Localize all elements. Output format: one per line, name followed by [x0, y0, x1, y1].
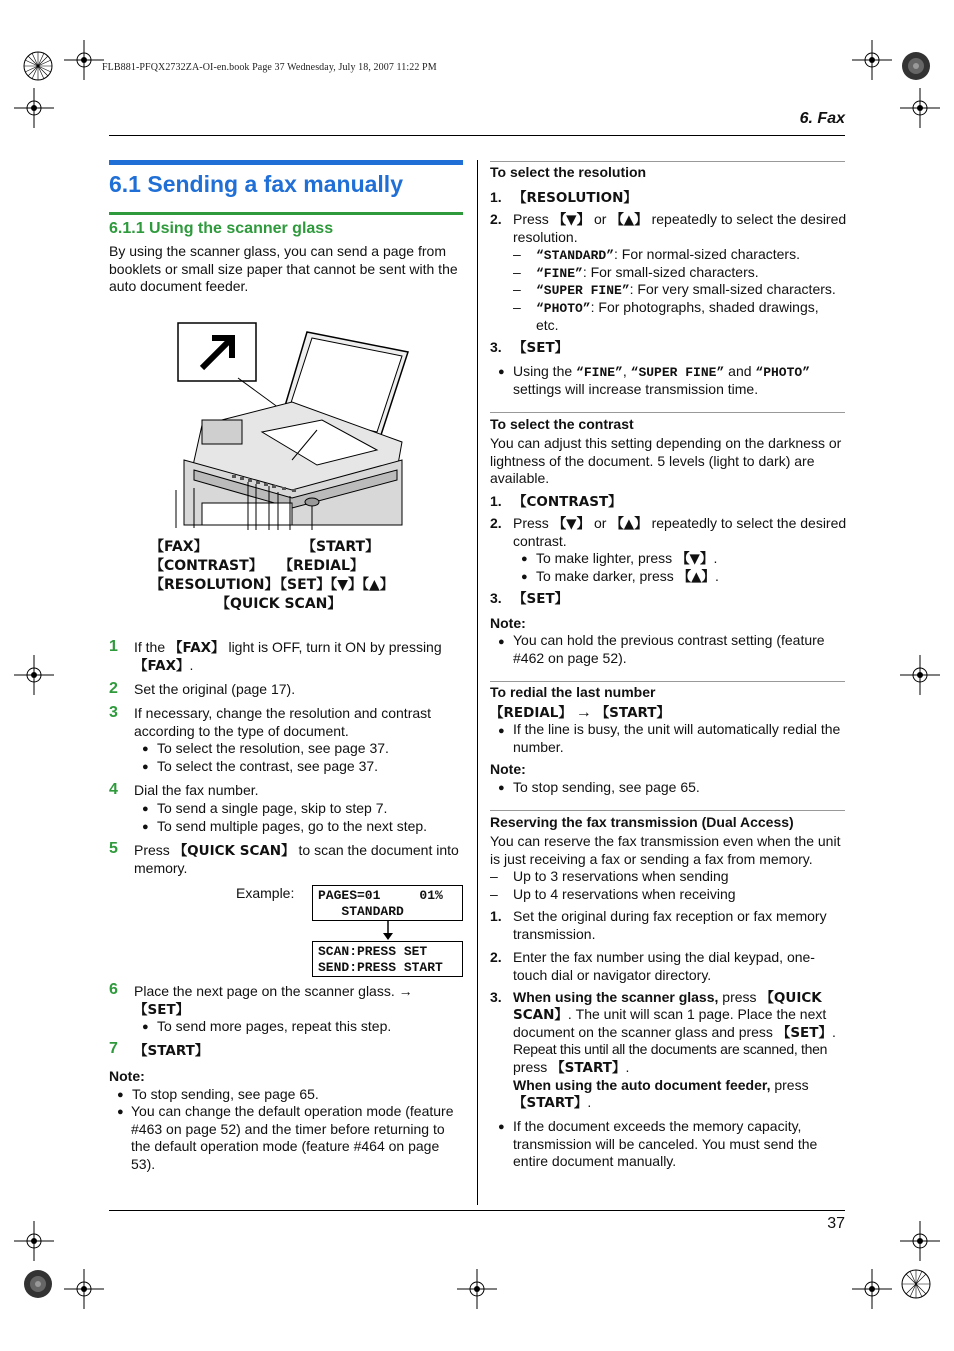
example-label: Example: — [236, 885, 295, 901]
bullet: ● — [142, 743, 149, 755]
contrast-note: You can hold the previous contrast setting (feature #462 on page 52). — [513, 632, 825, 666]
step-4-text: Dial the fax number. — [134, 782, 259, 798]
title-bar — [109, 160, 463, 165]
resolution-step-2: Press 【▼】 or 【▲】 repeatedly to select the desired — [513, 211, 847, 228]
dash: – — [513, 299, 521, 315]
step-number: 3. — [490, 339, 502, 355]
crosshair-mark-bottom-center — [457, 1269, 497, 1309]
step-number: 5 — [109, 840, 118, 857]
label-resolution-key: 【RESOLUTION】 — [150, 577, 279, 593]
resolution-bullet-cont: settings will increase transmission time. — [513, 381, 759, 397]
intro-paragraph: By using the scanner glass, you can send a page from booklets or small size paper that cannot be sent with the auto document feeder. — [109, 243, 458, 294]
step-number: 2 — [109, 680, 118, 697]
label-start-key: 【START】 — [302, 539, 380, 555]
bullet: ● — [498, 782, 505, 794]
contrast-bullet: To make lighter, press 【▼】. — [536, 550, 718, 567]
dash: – — [513, 246, 521, 262]
bullet: ● — [142, 821, 149, 833]
step-3-bullet: To select the resolution, see page 37. — [157, 740, 389, 756]
note-label: Note: — [490, 615, 526, 631]
step-3-bullet: To select the contrast, see page 37. — [157, 758, 379, 774]
bullet: ● — [142, 803, 149, 815]
label-fax-key: 【FAX】 — [150, 539, 208, 555]
bullet: ● — [117, 1089, 124, 1101]
redial-heading: To redial the last number — [490, 684, 656, 700]
divider-rule — [490, 412, 845, 413]
step-number: 2. — [490, 515, 502, 531]
label-redial-key: 【REDIAL】 — [279, 558, 364, 574]
reserve-step-3-line7: 【START】. — [513, 1094, 592, 1111]
crosshair-mark-right-middle — [900, 655, 940, 695]
step-number: 3. — [490, 590, 502, 606]
bullet: ● — [521, 553, 528, 565]
reserve-step-1: Set the original during fax reception or fax memory transmission. — [513, 908, 827, 942]
step-6-key: 【SET】 — [134, 1002, 190, 1018]
subtitle-bar — [109, 212, 463, 215]
step-2-text: Set the original (page 17). — [134, 681, 296, 697]
section-label: 6. Fax — [799, 110, 845, 127]
resolution-option: “STANDARD”: For normal-sized characters. — [536, 246, 800, 263]
resolution-option: “PHOTO”: For photographs, shaded drawings, — [536, 299, 819, 316]
resolution-step-1: 【RESOLUTION】 — [513, 190, 637, 206]
redial-bullet: If the line is busy, the unit will automatically redial the number. — [513, 721, 841, 755]
contrast-heading: To select the contrast — [490, 416, 634, 432]
redial-keys: 【REDIAL】 → 【START】 — [490, 704, 671, 721]
reserve-step-3-line5: press 【START】. — [513, 1059, 630, 1076]
crosshair-mark-top-right — [852, 40, 892, 80]
crosshair-mark-bottom-left — [64, 1269, 104, 1309]
registration-mark-top-left — [18, 46, 58, 86]
contrast-step-3: 【SET】 — [513, 591, 569, 607]
bullet: ● — [142, 1021, 149, 1033]
crosshair-mark-bottom-right — [852, 1269, 892, 1309]
note-label: Note: — [490, 761, 526, 777]
crosshair-mark-left-middle — [14, 655, 54, 695]
resolution-bullet: Using the “FINE”, “SUPER FINE” and “PHOTO” — [513, 363, 811, 380]
resolution-step-2-cont: resolution. — [513, 229, 578, 245]
resolution-step-3: 【SET】 — [513, 340, 569, 356]
step-5-text: Press 【QUICK SCAN】 to scan the document into — [134, 842, 459, 859]
reserve-step-3-line4: Repeat this until all the documents are scanned, then — [513, 1041, 828, 1057]
resolution-heading: To select the resolution — [490, 164, 647, 180]
column-divider — [477, 160, 478, 1205]
step-5-text-cont: memory. — [134, 860, 188, 876]
step-number: 1. — [490, 908, 502, 924]
page-number: 37 — [827, 1215, 845, 1232]
lcd-display-scanning: PAGES=01 01% STANDARD — [312, 885, 463, 921]
step-number: 1. — [490, 189, 502, 205]
header-rule — [109, 135, 845, 136]
page-title: 6.1 Sending a fax manually — [109, 171, 403, 197]
reserve-step-3-line2: SCAN】. The unit will scan 1 page. Place the next — [513, 1006, 827, 1023]
step-number: 7 — [109, 1040, 118, 1057]
label-contrast-key: 【CONTRAST】 — [150, 558, 263, 574]
subsection-title: 6.1.1 Using the scanner glass — [109, 220, 334, 237]
step-number: 4 — [109, 781, 118, 798]
resolution-option-cont: etc. — [536, 317, 559, 333]
divider-rule — [490, 161, 845, 162]
registration-mark-bottom-right — [896, 1264, 936, 1304]
reserve-heading: Reserving the fax transmission (Dual Access) — [490, 814, 794, 830]
step-6-bullet: To send more pages, repeat this step. — [157, 1018, 392, 1034]
step-number: 6 — [109, 981, 118, 998]
footer-rule — [109, 1210, 845, 1211]
step-number: 1 — [109, 638, 118, 655]
contrast-step-2-cont: contrast. — [513, 533, 567, 549]
dash: – — [490, 886, 498, 902]
note-label: Note: — [109, 1068, 145, 1084]
reserve-step-3-line1: When using the scanner glass, press 【QUICK — [513, 989, 822, 1006]
step-3-text: If necessary, change the resolution and contrast according to the type of document. — [134, 705, 432, 739]
bullet: ● — [498, 725, 505, 737]
step-number: 3. — [490, 989, 502, 1005]
step-6-text: Place the next page on the scanner glass. → — [134, 983, 413, 999]
contrast-bullet: To make darker, press 【▲】. — [536, 568, 719, 585]
divider-rule — [490, 810, 845, 811]
lcd-display-prompt: SCAN:PRESS SET SEND:PRESS START — [312, 941, 463, 977]
note-item: To stop sending, see page 65. — [132, 1086, 319, 1102]
dash: – — [490, 868, 498, 884]
reserve-bullet: If the document exceeds the memory capacity, transmission will be canceled. You must send the entire document manually. — [513, 1118, 818, 1169]
reserve-step-2: Enter the fax number using the dial keypad, one-touch dial or navigator directory. — [513, 949, 815, 983]
bullet: ● — [498, 1121, 505, 1133]
crosshair-mark-right-upper — [900, 88, 940, 128]
bullet: ● — [142, 761, 149, 773]
step-1-text: If the 【FAX】 light is OFF, turn it ON by pressing — [134, 639, 442, 656]
contrast-step-1: 【CONTRAST】 — [513, 494, 622, 510]
contrast-intro: You can adjust this setting depending on the darkness or lightness of the document. 5 levels (light to dark) are available. — [490, 435, 842, 486]
crosshair-mark-left-lower — [14, 1221, 54, 1261]
note-item: You can change the default operation mode (feature #463 on page 52) and the timer before returning to the default operation mode (feature #464 on page 53). — [131, 1103, 454, 1172]
step-number: 2. — [490, 211, 502, 227]
step-7-key: 【START】 — [134, 1043, 209, 1059]
reserve-limit: Up to 4 reservations when receiving — [513, 886, 736, 902]
registration-mark-top-right — [896, 46, 936, 86]
bullet: ● — [498, 366, 505, 378]
step-number: 2. — [490, 949, 502, 965]
reserve-step-3-line6: When using the auto document feeder, press — [513, 1077, 809, 1093]
label-set-arrow-keys: 【SET】【▼】【▲】 — [273, 577, 394, 593]
crosshair-mark-left-upper — [14, 88, 54, 128]
contrast-step-2: Press 【▼】 or 【▲】 repeatedly to select the desired — [513, 515, 847, 532]
book-info: FLB881-PFQX2732ZA-OI-en.book Page 37 Wednesday, July 18, 2007 11:22 PM — [102, 62, 437, 73]
redial-note: To stop sending, see page 65. — [513, 779, 700, 795]
reserve-step-3-line3: document on the scanner glass and press 【SET】. — [513, 1024, 836, 1041]
step-number: 1. — [490, 493, 502, 509]
step-4-bullet: To send multiple pages, go to the next step. — [157, 818, 428, 834]
bullet: ● — [498, 636, 505, 648]
label-quick-scan-key: 【QUICK SCAN】 — [216, 596, 342, 612]
crosshair-mark-top — [64, 40, 104, 80]
divider-rule — [490, 681, 845, 682]
crosshair-mark-right-lower — [900, 1221, 940, 1261]
reserve-limit: Up to 3 reservations when sending — [513, 868, 729, 884]
step-1-text-cont: 【FAX】. — [134, 657, 194, 674]
step-number: 3 — [109, 704, 118, 721]
dash: – — [513, 264, 521, 280]
bullet: ● — [521, 571, 528, 583]
resolution-option: “FINE”: For small-sized characters. — [536, 264, 759, 281]
resolution-option: “SUPER FINE”: For very small-sized characters. — [536, 281, 836, 298]
dash: – — [513, 281, 521, 297]
fax-machine-illustration — [172, 320, 412, 530]
step-4-bullet: To send a single page, skip to step 7. — [157, 800, 388, 816]
bullet: ● — [117, 1106, 124, 1118]
reserve-intro: You can reserve the fax transmission even when the unit is just receiving a fax or sending a fax from memory. — [490, 833, 841, 867]
registration-mark-bottom-left — [18, 1264, 58, 1304]
